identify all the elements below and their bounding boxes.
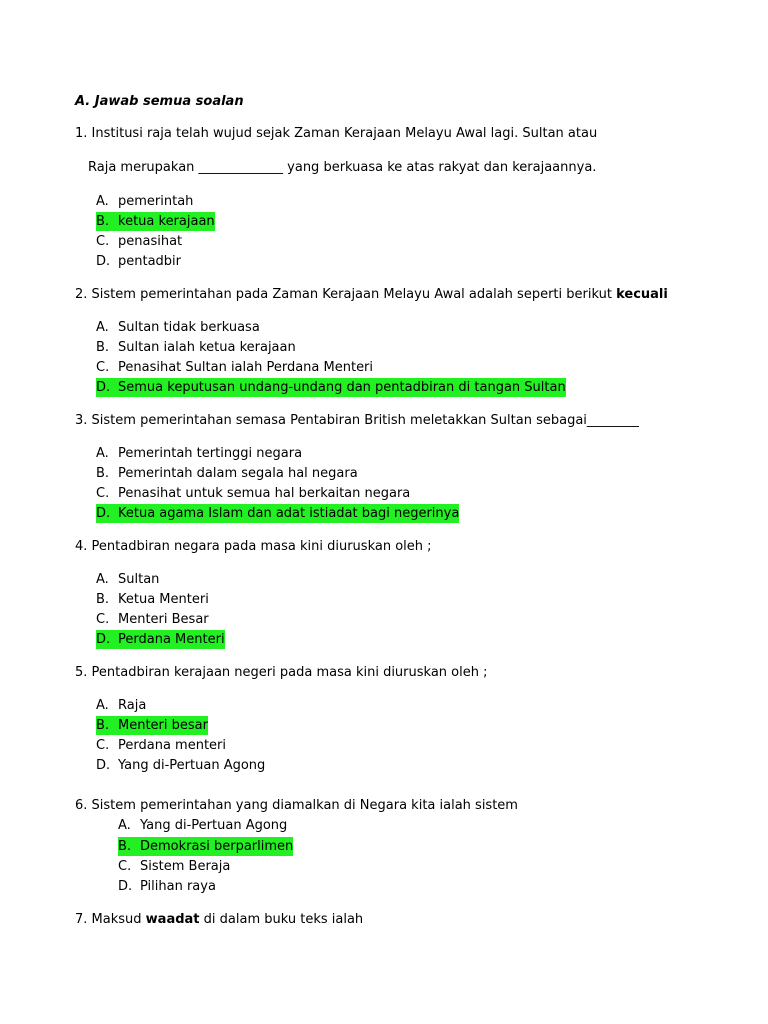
question-1-text-line1: 1. Institusi raja telah wujud sejak Zaman Kerajaan Melayu Awal lagi. Sultan atau	[75, 126, 598, 141]
question-6-option-d: D. Pilihan raya	[118, 879, 216, 894]
question-1-option-c: C. penasihat	[96, 234, 183, 249]
question-6-option-a: A. Yang di-Pertuan Agong	[118, 818, 288, 833]
question-5-option-c: C. Perdana menteri	[96, 738, 226, 753]
question-4-option-d: D. Perdana Menteri	[96, 632, 225, 647]
question-1-text-line2: Raja merupakan _____________ yang berkuasa ke atas rakyat dan kerajaannya.	[88, 160, 597, 175]
question-3-option-b: B. Pemerintah dalam segala hal negara	[96, 466, 358, 481]
question-6-option-b: B. Demokrasi berparlimen	[118, 839, 294, 854]
question-3-text: 3. Sistem pemerintahan semasa Pentabiran British meletakkan Sultan sebagai________	[75, 413, 639, 428]
question-2-keyword: kecuali	[616, 287, 668, 302]
question-7-text: 7. Maksud waadat di dalam buku teks ialah	[75, 912, 364, 927]
question-5-text: 5. Pentadbiran kerajaan negeri pada masa kini diuruskan oleh ;	[75, 665, 488, 680]
question-4-option-a: A. Sultan	[96, 572, 160, 587]
question-5-option-b: B. Menteri besar	[96, 718, 208, 733]
question-2-text: 2. Sistem pemerintahan pada Zaman Kerajaan Melayu Awal adalah seperti berikut kecuali	[75, 287, 668, 302]
question-1-option-a: A. pemerintah	[96, 194, 194, 209]
question-1-option-b: B. ketua kerajaan	[96, 214, 215, 229]
question-7-keyword: waadat	[145, 912, 200, 927]
question-4-option-b: B. Ketua Menteri	[96, 592, 209, 607]
question-1-option-d: D. pentadbir	[96, 254, 182, 269]
section-heading: A. Jawab semua soalan	[75, 94, 244, 109]
question-3-option-d: D. Ketua agama Islam dan adat istiadat bagi negerinya	[96, 506, 460, 521]
question-6-option-c: C. Sistem Beraja	[118, 859, 231, 874]
question-2-option-b: B. Sultan ialah ketua kerajaan	[96, 340, 296, 355]
question-5-option-d: D. Yang di-Pertuan Agong	[96, 758, 266, 773]
question-3-option-c: C. Penasihat untuk semua hal berkaitan negara	[96, 486, 411, 501]
question-4-option-c: C. Menteri Besar	[96, 612, 209, 627]
question-2-option-d: D. Semua keputusan undang-undang dan pentadbiran di tangan Sultan	[96, 380, 566, 395]
question-3-option-a: A. Pemerintah tertinggi negara	[96, 446, 303, 461]
question-6-text: 6. Sistem pemerintahan yang diamalkan di Negara kita ialah sistem	[75, 798, 518, 813]
question-5-option-a: A. Raja	[96, 698, 147, 713]
question-4-text: 4. Pentadbiran negara pada masa kini diuruskan oleh ;	[75, 539, 432, 554]
question-2-option-a: A. Sultan tidak berkuasa	[96, 320, 260, 335]
question-2-option-c: C. Penasihat Sultan ialah Perdana Menteri	[96, 360, 374, 375]
